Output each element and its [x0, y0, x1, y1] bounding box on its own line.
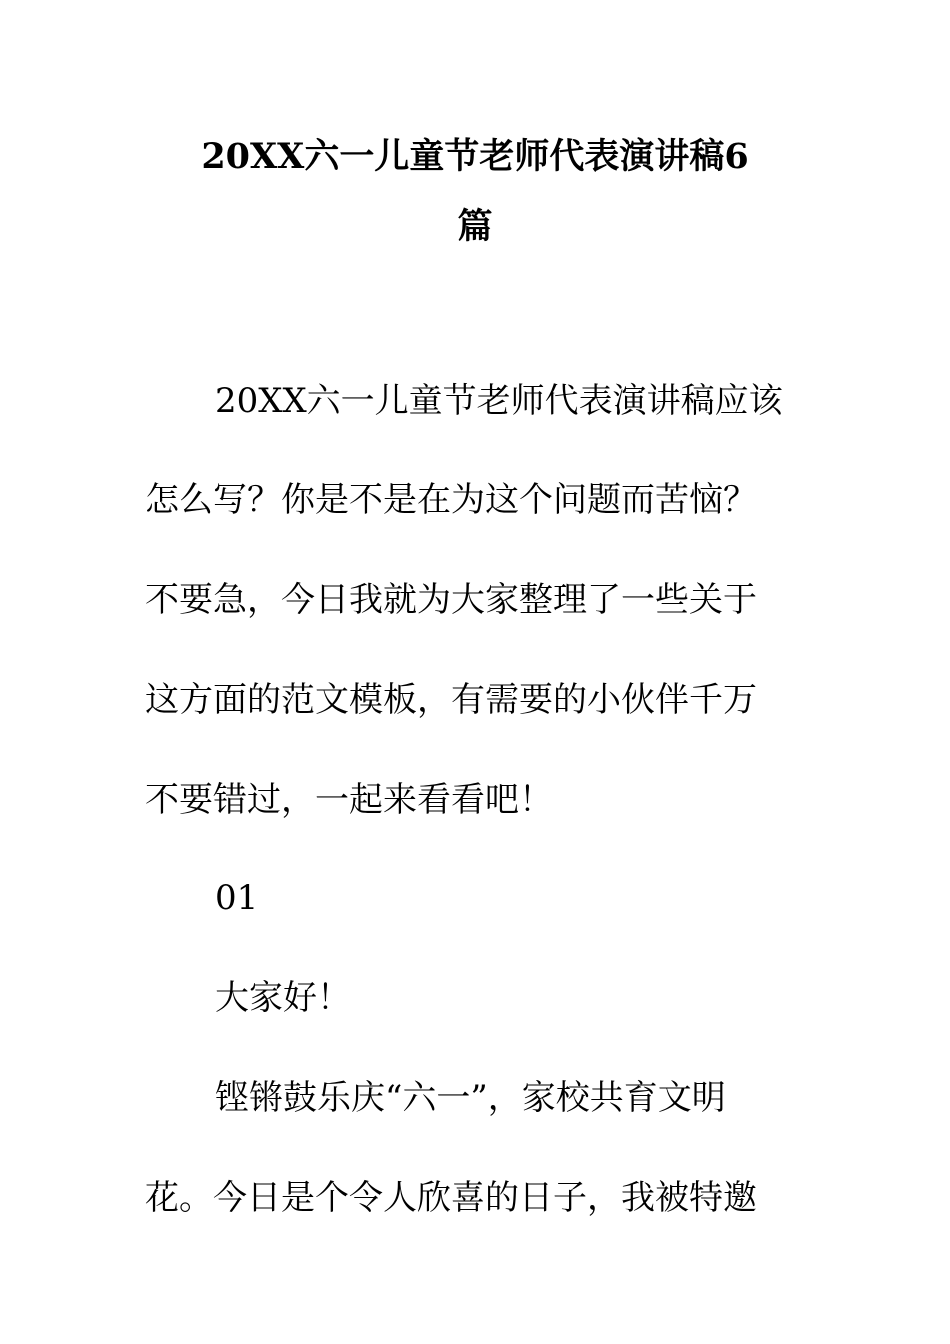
document-title-line-1: 20XX六一儿童节老师代表演讲稿6 [201, 136, 749, 177]
intro-line-2: 怎么写？你是不是在为这个问题而苦恼？ [145, 480, 757, 520]
intro-line-1: 20XX六一儿童节老师代表演讲稿应该 [215, 381, 783, 421]
intro-line-3: 不要急，今日我就为大家整理了一些关于 [145, 580, 757, 620]
speech-line-2: 花。今日是个令人欣喜的日子，我被特邀 [145, 1178, 757, 1218]
section-number: 01 [215, 878, 259, 918]
document-title-line-2: 篇 [457, 206, 493, 247]
speech-line-1: 铿锵鼓乐庆“六一”，家校共育文明 [215, 1078, 726, 1118]
intro-line-4: 这方面的范文模板，有需要的小伙伴千万 [145, 680, 757, 720]
greeting-line: 大家好！ [215, 978, 351, 1018]
intro-line-5: 不要错过，一起来看看吧！ [145, 780, 553, 820]
